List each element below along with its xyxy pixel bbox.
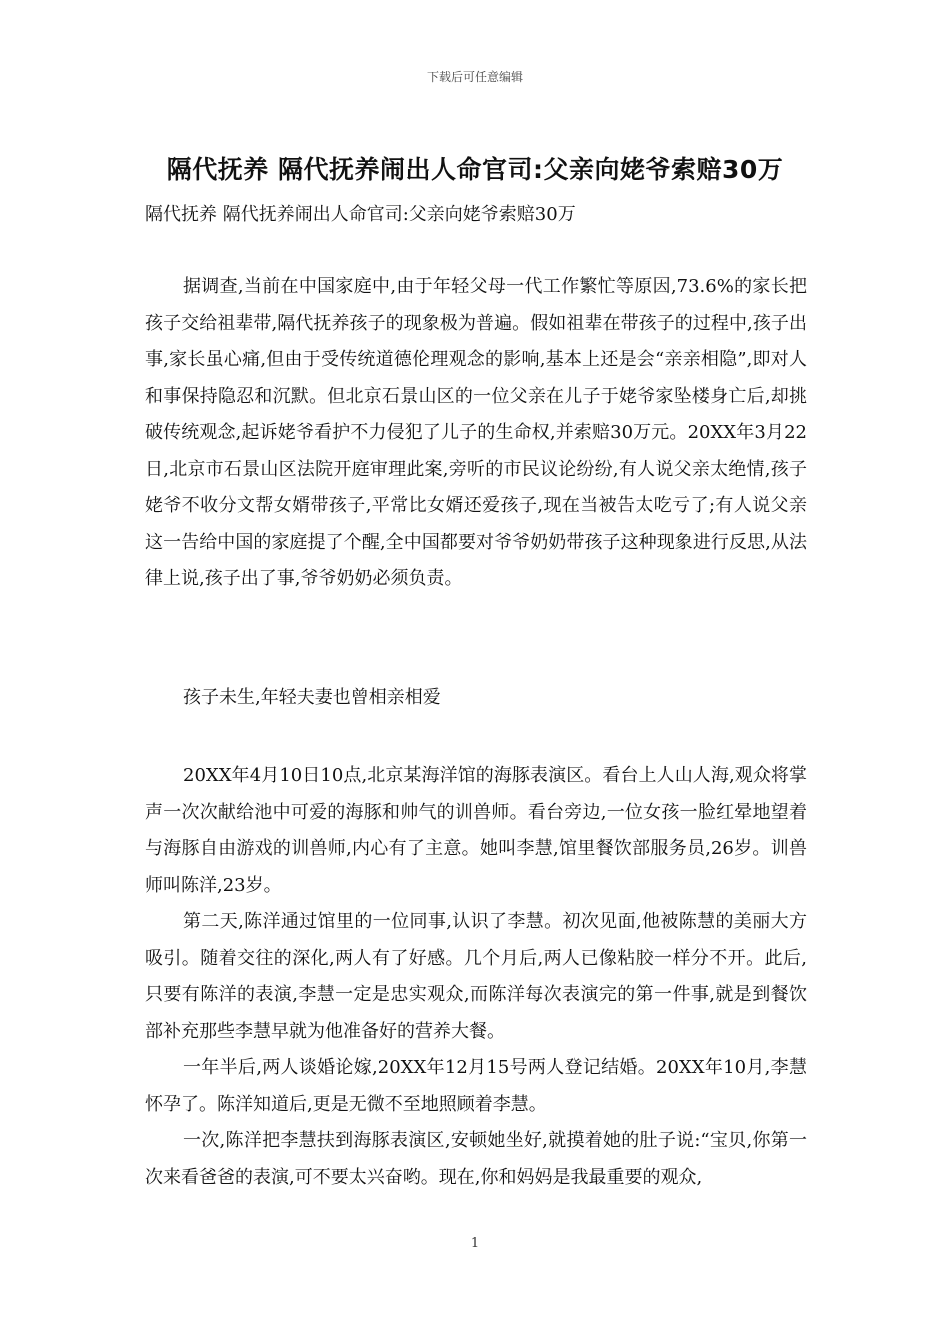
story-paragraph: 第二天,陈洋通过馆里的一位同事,认识了李慧。初次见面,他被陈慧的美丽大方吸引。随着交往的深化,两人有了好感。几个月后,两人已像粘胶一样分不开。此后,只要有陈洋的表演,李慧一定是忠实观众,而陈洋每次表演完的第一件事,就是到餐饮部补充那些李慧早就为他准备好的营养大餐。 [145, 911, 807, 1042]
intro-section [145, 269, 807, 598]
story-section [145, 758, 807, 1196]
section-heading: 孩子未生,年轻夫妻也曾相亲相爱 [183, 687, 441, 708]
intro-paragraph: 据调查,当前在中国家庭中,由于年轻父母一代工作繁忙等原因,73.6%的家长把孩子交给祖辈带,隔代抚养孩子的现象极为普遍。假如祖辈在带孩子的过程中,孩子出事,家长虽心痛,但由于受传统道德伦理观念的影响,基本上还是会“亲亲相隐”,即对人和事保持隐忍和沉默。但北京石景山区的一位父亲在儿子于姥爷家坠楼身亡后,却挑破传统观念,起诉姥爷看护不力侵犯了儿子的生命权,并索赔30万元。20XX年3月22日,北京市石景山区法院开庭审理此案,旁听的市民议论纷纷,有人说父亲太绝情,孩子姥爷不收分文帮女婿带孩子,平常比女婿还爱孩子,现在当被告太吃亏了;有人说父亲这一告给中国的家庭提了个醒,全中国都要对爷爷奶奶带孩子这种现象进行反思,从法律上说,孩子出了事,爷爷奶奶必须负责。 [145, 276, 807, 589]
story-paragraph: 一次,陈洋把李慧扶到海豚表演区,安顿她坐好,就摸着她的肚子说:“宝贝,你第一次来看爸爸的表演,可不要太兴奋哟。现在,你和妈妈是我最重要的观众, [145, 1130, 807, 1188]
document-title: 隔代抚养 隔代抚养闹出人命官司:父亲向姥爷索赔30万 [166, 155, 784, 184]
story-paragraph: 20XX年4月10日10点,北京某海洋馆的海豚表演区。看台上人山人海,观众将掌声一次次献给池中可爱的海豚和帅气的训兽师。看台旁边,一位女孩一脸红晕地望着与海豚自由游戏的训兽师,内心有了主意。她叫李慧,馆里餐饮部服务员,26岁。训兽师叫陈洋,23岁。 [145, 765, 807, 896]
document-subtitle: 隔代抚养 隔代抚养闹出人命官司:父亲向姥爷索赔30万 [145, 204, 576, 225]
page-number: 1 [470, 1236, 480, 1251]
header-note: 下载后可任意编辑 [426, 70, 523, 84]
section-heading-block [145, 680, 807, 717]
story-paragraph: 一年半后,两人谈婚论嫁,20XX年12月15号两人登记结婚。20XX年10月,李慧怀孕了。陈洋知道后,更是无微不至地照顾着李慧。 [145, 1057, 807, 1115]
